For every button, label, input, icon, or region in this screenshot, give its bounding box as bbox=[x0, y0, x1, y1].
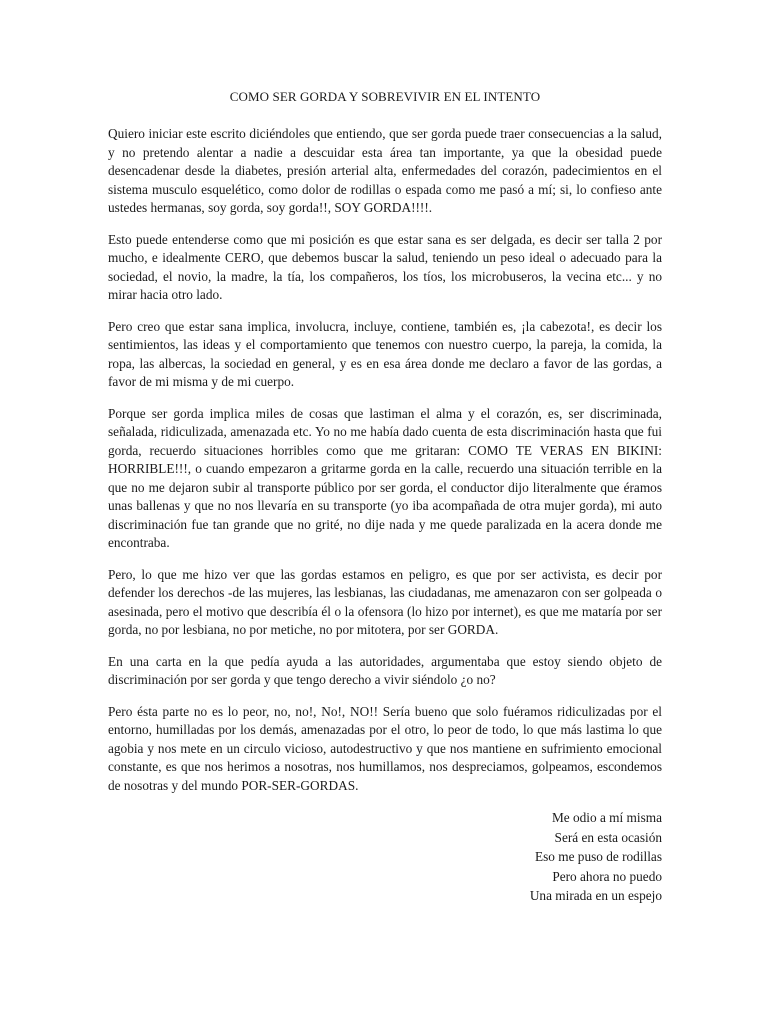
poem-line: Una mirada en un espejo bbox=[529, 888, 662, 904]
poem-block bbox=[108, 808, 662, 906]
poem-line: Será en esta ocasión bbox=[554, 829, 662, 845]
document-body bbox=[108, 88, 662, 906]
paragraph-3: Pero creo que estar sana implica, involucra, incluye, contiene, también es, ¡la cabezota!, es decir los sentimientos, las ideas y el comportamiento que tenemos con nuestro cuerpo, la pareja, la comida, la ropa, las albercas, la sociedad en general, y es en esa área donde me declaro a favor de las gordas, a favor de mi misma y de mi cuerpo. bbox=[108, 318, 662, 389]
paragraph-5: Pero, lo que me hizo ver que las gordas estamos en peligro, es que por ser activista, es decir por defender los derechos -de las mujeres, las lesbianas, las ciudadanas, me amenazaron con ser golpeada o asesinada, pero el motivo que describía él o la ofensora (lo hizo por internet), es que me mataría por ser gorda, no por lesbiana, no por metiche, no por mitotera, por ser GORDA. bbox=[108, 566, 662, 637]
paragraph-4: Porque ser gorda implica miles de cosas que lastiman el alma y el corazón, es, ser discriminada, señalada, ridiculizada, amenazada etc. Yo no me había dado cuenta de esta discriminación hasta que fui gorda, recuerdo situaciones horribles como que me gritaran: COMO TE VERAS EN BIKINI: HORRIBLE!!!, o cuando empezaron a gritarme gorda en la calle, recuerdo una situación terrible en la que no me dejaron subir al transporte público por ser gorda, el conductor dijo literalmente que éramos unas ballenas y que no nos llevaría en su transporte (yo iba acompañada de otra mujer gorda), mi auto discriminación fue tan grande que no grité, no dije nada y me quede paralizada en la acera donde me encontraba. bbox=[108, 405, 662, 550]
document-title: COMO SER GORDA Y SOBREVIVIR EN EL INTENTO bbox=[229, 89, 541, 104]
poem-line: Me odio a mí misma bbox=[551, 810, 662, 825]
poem-line: Eso me puso de rodillas bbox=[534, 849, 662, 865]
paragraph-6: En una carta en la que pedía ayuda a las autoridades, argumentaba que estoy siendo objeto de discriminación por ser gorda y que tengo derecho a vivir siéndolo ¿o no? bbox=[108, 653, 662, 687]
paragraph-7: Pero ésta parte no es lo peor, no, no!, No!, NO!! Sería bueno que solo fuéramos ridiculizadas por el entorno, humilladas por los demás, amenazadas por el otro, lo peor de todo, lo que más lastima lo que agobia y nos mete en un circulo vicioso, autodestructivo y que nos mantiene en sufrimiento emocional constante, es que nos herimos a nosotras, nos humillamos, nos despreciamos, golpeamos, escondemos de nosotras y del mundo POR-SER-GORDAS. bbox=[108, 703, 662, 793]
poem-line: Pero ahora no puedo bbox=[552, 868, 662, 884]
paragraph-1: Quiero iniciar este escrito diciéndoles que entiendo, que ser gorda puede traer consecuencias a la salud, y no pretendo alentar a nadie a descuidar esta área tan importante, ya que la obesidad puede desencadenar desde la diabetes, presión arterial alta, enfermedades del corazón, padecimientos en el sistema musculo esquelético, como dolor de rodillas o espada como me pasó a mí; si, lo confieso ante ustedes hermanas, soy gorda, soy gorda!!, SOY GORDA!!!!. bbox=[108, 126, 662, 215]
paragraph-2: Esto puede entenderse como que mi posición es que estar sana es ser delgada, es decir ser talla 2 por mucho, e idealmente CERO, que debemos buscar la salud, teniendo un peso ideal o adecuado para la sociedad, el novio, la madre, la tía, los compañeros, los tíos, los microbuseros, la vecina etc... y no mirar hacia otro lado. bbox=[108, 231, 662, 302]
